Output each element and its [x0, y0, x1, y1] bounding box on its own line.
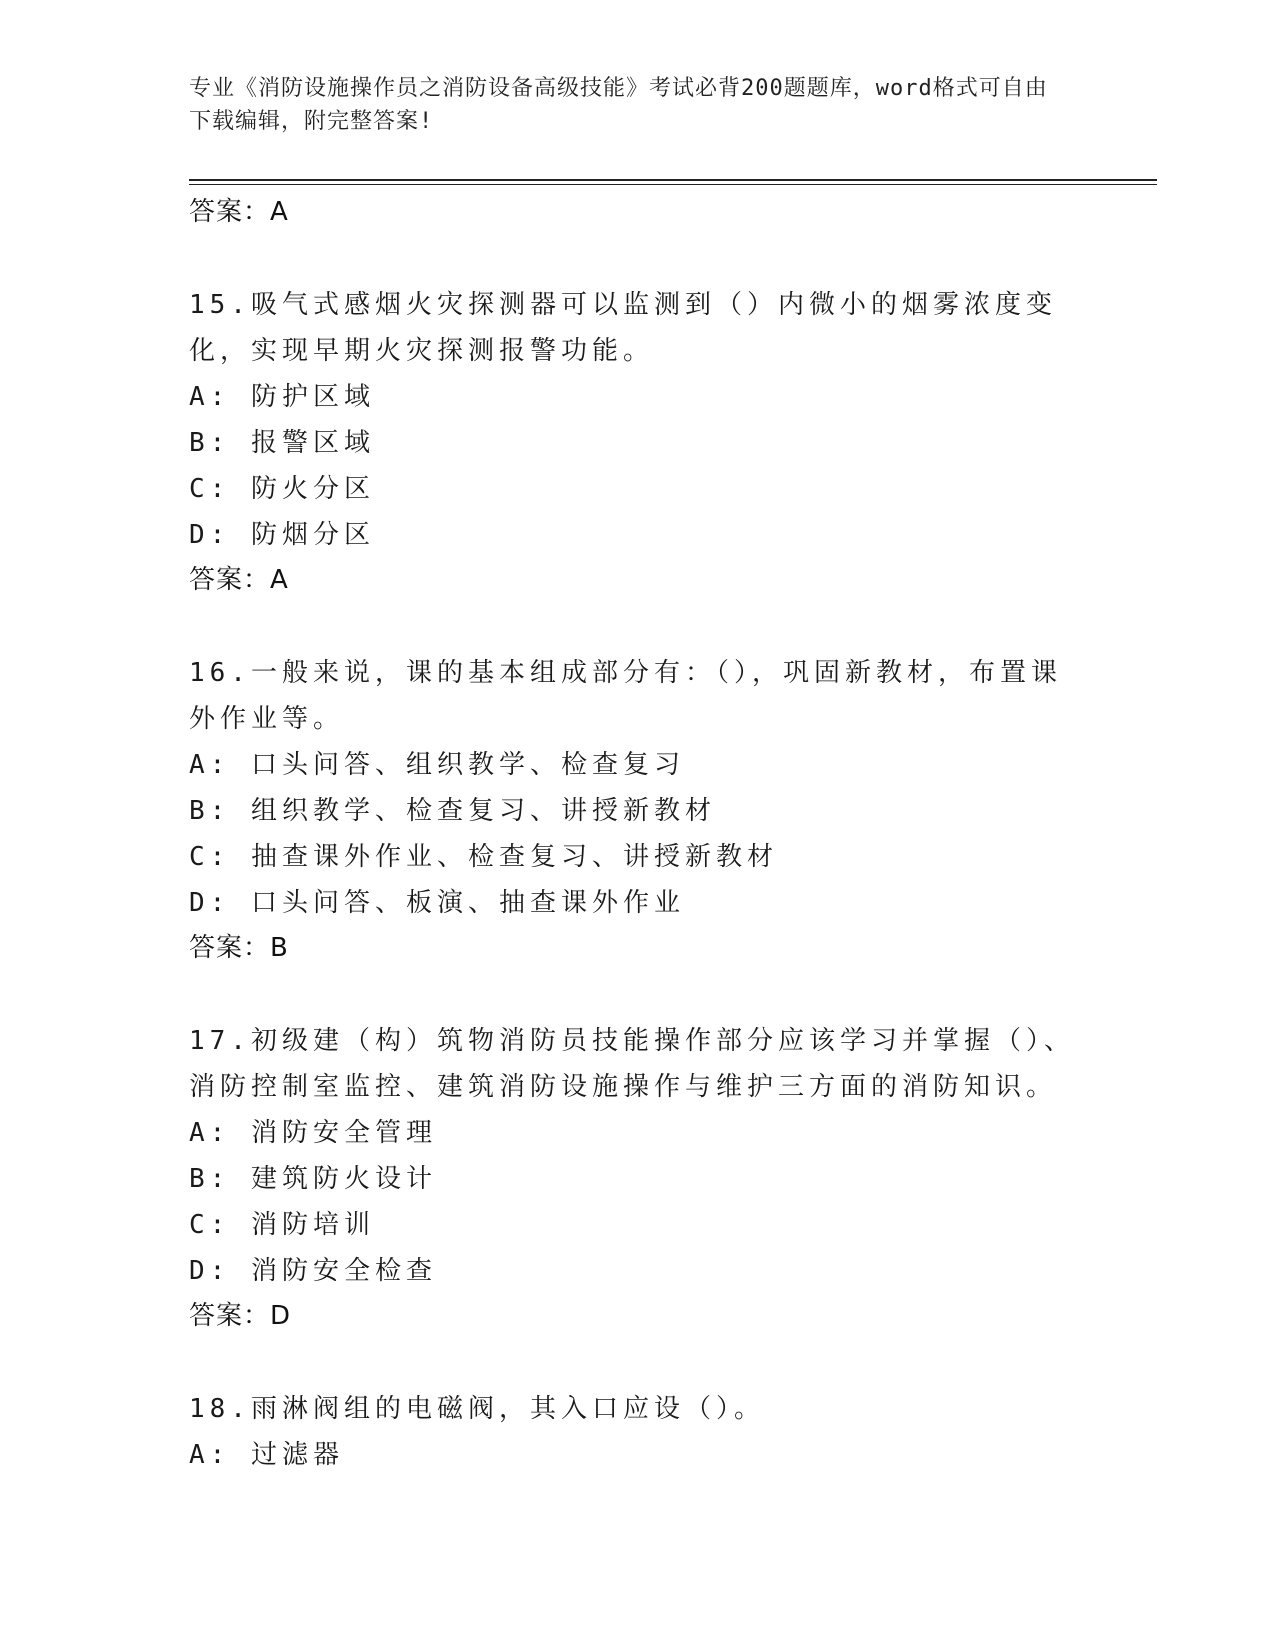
option-a: A: 防护区域	[189, 382, 375, 412]
option-c: C: 抽查课外作业、检查复习、讲授新教材	[189, 842, 778, 872]
question-list	[189, 190, 1089, 1478]
option-b: B: 报警区域	[189, 428, 375, 458]
option-a: A: 消防安全管理	[189, 1118, 437, 1148]
question-answer: 答案：D	[189, 1301, 292, 1331]
option-c: C: 消防培训	[189, 1210, 375, 1240]
question-17	[189, 1018, 1089, 1340]
option-b: B: 组织教学、检查复习、讲授新教材	[189, 796, 716, 826]
option-a: A: 口头问答、组织教学、检查复习	[189, 750, 685, 780]
question-answer: 答案：A	[189, 565, 289, 595]
question-18	[189, 1386, 1089, 1478]
page-header: 专业《消防设施操作员之消防设备高级技能》考试必背200题题库，word格式可自由下载编辑，附完整答案!	[189, 76, 1048, 134]
option-d: D: 防烟分区	[189, 520, 375, 550]
question-stem: 18.雨淋阀组的电磁阀，其入口应设（）。	[189, 1394, 765, 1424]
header-divider-thin	[189, 184, 1157, 185]
header-divider	[189, 179, 1157, 181]
option-b: B: 建筑防火设计	[189, 1164, 437, 1194]
option-a: A: 过滤器	[189, 1440, 344, 1470]
option-d: D: 消防安全检查	[189, 1256, 437, 1286]
question-16	[189, 650, 1089, 972]
question-stem: 16.一般来说，课的基本组成部分有：（），巩固新教材，布置课外作业等。	[189, 658, 1062, 734]
question-stem: 15.吸气式感烟火灾探测器可以监测到（）内微小的烟雾浓度变化，实现早期火灾探测报警功能。	[189, 290, 1057, 366]
question-15	[189, 282, 1089, 604]
option-d: D: 口头问答、板演、抽查课外作业	[189, 888, 685, 918]
question-stem: 17.初级建（构）筑物消防员技能操作部分应该学习并掌握（）、消防控制室监控、建筑消防设施操作与维护三方面的消防知识。	[189, 1026, 1075, 1102]
option-c: C: 防火分区	[189, 474, 375, 504]
question-answer: 答案：B	[189, 933, 289, 963]
previous-answer: 答案：A	[189, 197, 289, 227]
